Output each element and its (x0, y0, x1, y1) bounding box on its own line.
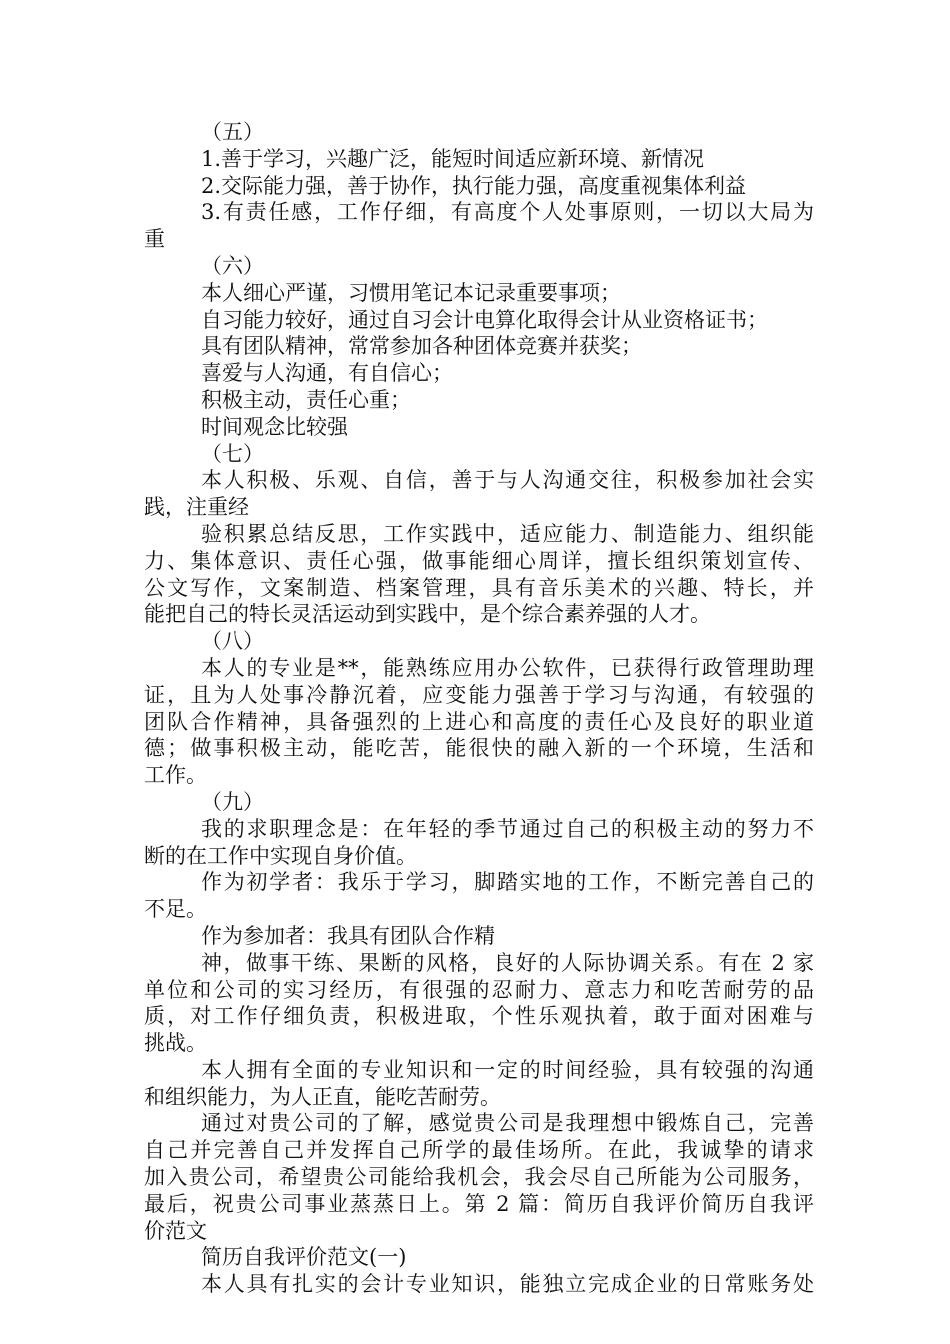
text-line: 自己并完善自己并发挥自己所学的最佳场所。在此，我诚挚的请求 (144, 1138, 814, 1163)
text-line: 证，且为人处事冷静沉着，应变能力强善于学习与沟通，有较强的 (144, 682, 814, 707)
text-line: 本人拥有全面的专业知识和一定的时间经验，具有较强的沟通 (201, 1057, 814, 1082)
text-line: 2.交际能力强，善于协作，执行能力强，高度重视集体利益 (201, 173, 747, 198)
text-line: 积极主动，责任心重； (201, 387, 411, 412)
text-line: 力、集体意识、责任心强，做事能细心周详，擅长组织策划宣传、 (144, 548, 814, 573)
text-line: 能把自己的特长灵活运动到实践中，是个综合素养强的人才。 (144, 602, 711, 627)
text-line: 加入贵公司，希望贵公司能给我机会，我会尽自己所能为公司服务， (144, 1165, 814, 1190)
text-line: 单位和公司的实习经历，有很强的忍耐力、意志力和吃苦耐劳的品 (144, 977, 814, 1002)
text-line: 和组织能力，为人正直，能吃苦耐劳。 (144, 1084, 501, 1109)
text-line: 通过对贵公司的了解，感觉贵公司是我理想中锻炼自己，完善 (201, 1111, 814, 1136)
text-line: 本人积极、乐观、自信，善于与人沟通交往，积极参加社会实 (201, 468, 814, 493)
text-line: 1.善于学习，兴趣广泛，能短时间适应新环境、新情况 (201, 146, 705, 171)
text-line: 团队合作精神，具备强烈的上进心和高度的责任心及良好的职业道 (144, 709, 814, 734)
text-line: 喜爱与人沟通，有自信心； (201, 361, 453, 386)
text-line: 神，做事干练、果断的风格，良好的人际协调关系。有在 2 家 (201, 950, 814, 975)
text-line: 不足。 (144, 897, 207, 922)
text-line: 最后，祝贵公司事业蒸蒸日上。第 2 篇：简历自我评价简历自我评 (144, 1191, 814, 1216)
text-line: 具有团队精神，常常参加各种团体竞赛并获奖； (201, 334, 642, 359)
section-heading-5: （五） (201, 120, 264, 144)
text-line: 断的在工作中实现自身价值。 (144, 843, 417, 868)
text-line: 作为初学者：我乐于学习，脚踏实地的工作，不断完善自己的 (201, 870, 814, 895)
section-heading-resume-sample: 简历自我评价范文(一) (201, 1245, 407, 1270)
section-heading-7: （七） (201, 441, 264, 466)
text-line: 本人具有扎实的会计专业知识，能独立完成企业的日常账务处 (201, 1272, 814, 1297)
document-body (144, 119, 814, 1298)
section-heading-8: （八） (201, 629, 264, 654)
text-line: 自习能力较好，通过自习会计电算化取得会计从业资格证书； (201, 307, 768, 332)
text-line: 本人细心严谨，习惯用笔记本记录重要事项； (201, 280, 621, 305)
text-line: 工作。 (144, 763, 207, 788)
text-line: 作为参加者：我具有团队合作精 (201, 923, 495, 948)
text-line: 公文写作，文案制造、档案管理，具有音乐美术的兴趣、特长，并 (144, 575, 814, 600)
text-line: 重 (144, 227, 165, 252)
text-line: 验积累总结反思，工作实践中，适应能力、制造能力、组织能 (201, 521, 814, 546)
text-line: 本人的专业是**，能熟练应用办公软件，已获得行政管理助理 (201, 655, 814, 680)
text-line: 3.有责任感，工作仔细，有高度个人处事原则，一切以大局为 (201, 200, 814, 225)
text-line: 德；做事积极主动，能吃苦，能很快的融入新的一个环境，生活和 (144, 736, 814, 761)
text-line: 挑战。 (144, 1031, 207, 1056)
text-line: 我的求职理念是：在年轻的季节通过自己的积极主动的努力不 (201, 816, 814, 841)
text-line: 质，对工作仔细负责，积极进取，个性乐观执着，敢于面对困难与 (144, 1004, 814, 1029)
text-line: 践，注重经 (144, 495, 249, 520)
text-line: 价范文 (144, 1218, 207, 1243)
section-heading-6: （六） (201, 253, 264, 278)
text-line: 时间观念比较强 (201, 414, 348, 439)
section-heading-9: （九） (201, 789, 264, 814)
